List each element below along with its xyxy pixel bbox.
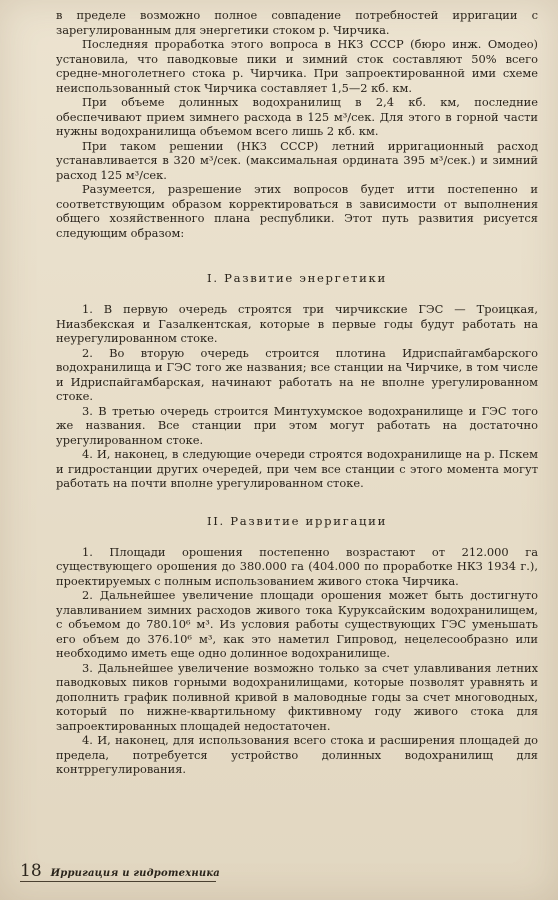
energy-item-4: 4. И, наконец, в следующие очереди строятся водохранилище на р. Пскем и гидростанции других очередей, при чем все станции с этого момента могут работать на почти вполне урегулированном стоке. (56, 447, 538, 490)
running-title: Ирригация и гидротехника (50, 868, 220, 879)
intro-paragraph-1: в пределе возможно полное совпадение потребностей ирригации с зарегулированным для энергетики стоком р. Чирчика. (56, 8, 538, 37)
irrigation-item-4: 4. И, наконец, для использования всего стока и расширения площадей до предела, потребуется устройство долинных водохранилищ для контррегулирования. (56, 733, 538, 776)
footer-rule (20, 881, 216, 882)
irrigation-item-1: 1. Площади орошения постепенно возрастают от 212.000 га существующего орошения до 380.000 га (404.000 по проработке НКЗ 1934 г.), проектируемых с полным использованием живого стока Чирчика. (56, 544, 538, 588)
energy-item-2: 2. Во вторую очередь строится плотина Идриспайгамбарского водохранилища и ГЭС того же названия; все станции на Чирчике, в том числе и Идриспайгамбарская, начинают работать на не вполне урегулированном стоке. (56, 345, 538, 403)
section-heading-irrigation: II. Развитие ирригации (206, 513, 388, 528)
intro-text (56, 8, 538, 240)
irrigation-item-3: 3. Дальнейшее увеличение возможно только за счет улавливания летних паводковых пиков горными водохранилищами, которые позволят уравнять и дополнить график поливной кривой в маловодные годы за счет многоводных, который по нижне-квартильному фиктивному году живого стока для запроектированных площадей недостаточен. (56, 660, 538, 733)
intro-paragraph-5: Разумеется, разрешение этих вопросов будет итти постепенно и соответствующим образом корректироваться в зависимости от выполнения общего хозяйственного плана республики. Этот путь развития рисуется следующим образом: (56, 182, 538, 240)
energy-item-1: 1. В первую очередь строятся три чирчикские ГЭС — Троицкая, Ниазбекская и Газалкентская, которые в первые годы будут работать на неурегулированном стоке. (56, 302, 538, 345)
intro-paragraph-2: Последняя проработка этого вопроса в НКЗ СССР (бюро инж. Омодео) установила, что паводковые пики и зимний сток составляют 50% всего средне-многолетнего стока р. Чирчика. При запроектированной ими схеме неиспользованный сток Чирчика составляет 1,5—2 кб. км. (56, 37, 538, 95)
irrigation-section (56, 545, 538, 777)
section-heading-energy: I. Развитие энергетики (207, 271, 387, 285)
intro-paragraph-3: При объеме долинных водохранилищ в 2,4 кб. км, последние обеспечивают прием зимнего расхода в 125 м³/сек. Для этого в горной части нужны водохранилища объемом всего лишь 2 кб. км. (56, 95, 538, 138)
energy-section (56, 302, 538, 491)
intro-paragraph-4: При таком решении (НКЗ СССР) летний ирригационный расход устанавливается в 320 м³/сек. (максимальная ордината 395 м³/сек.) и зимний расход 125 м³/сек. (56, 138, 538, 182)
page-footer (20, 861, 220, 881)
page-number: 18 (20, 861, 42, 881)
irrigation-item-2: 2. Дальнейшее увеличение площади орошения может быть достигнуто улавливанием зимних расходов живого тока Куруксайским водохранилищем, с объемом до 780.10⁶ м³. Из условия работы существующих ГЭС уменьшать его объем до 376.10⁶ м³, как это наметил Гипровод, нецелесообразно или необходимо иметь еще одно долинное водохранилище. (56, 588, 538, 660)
energy-item-3: 3. В третью очередь строится Минтухумское водохранилище и ГЭС того же названия. Все станции при этом могут работать на достаточно урегулированном стоке. (56, 403, 538, 447)
